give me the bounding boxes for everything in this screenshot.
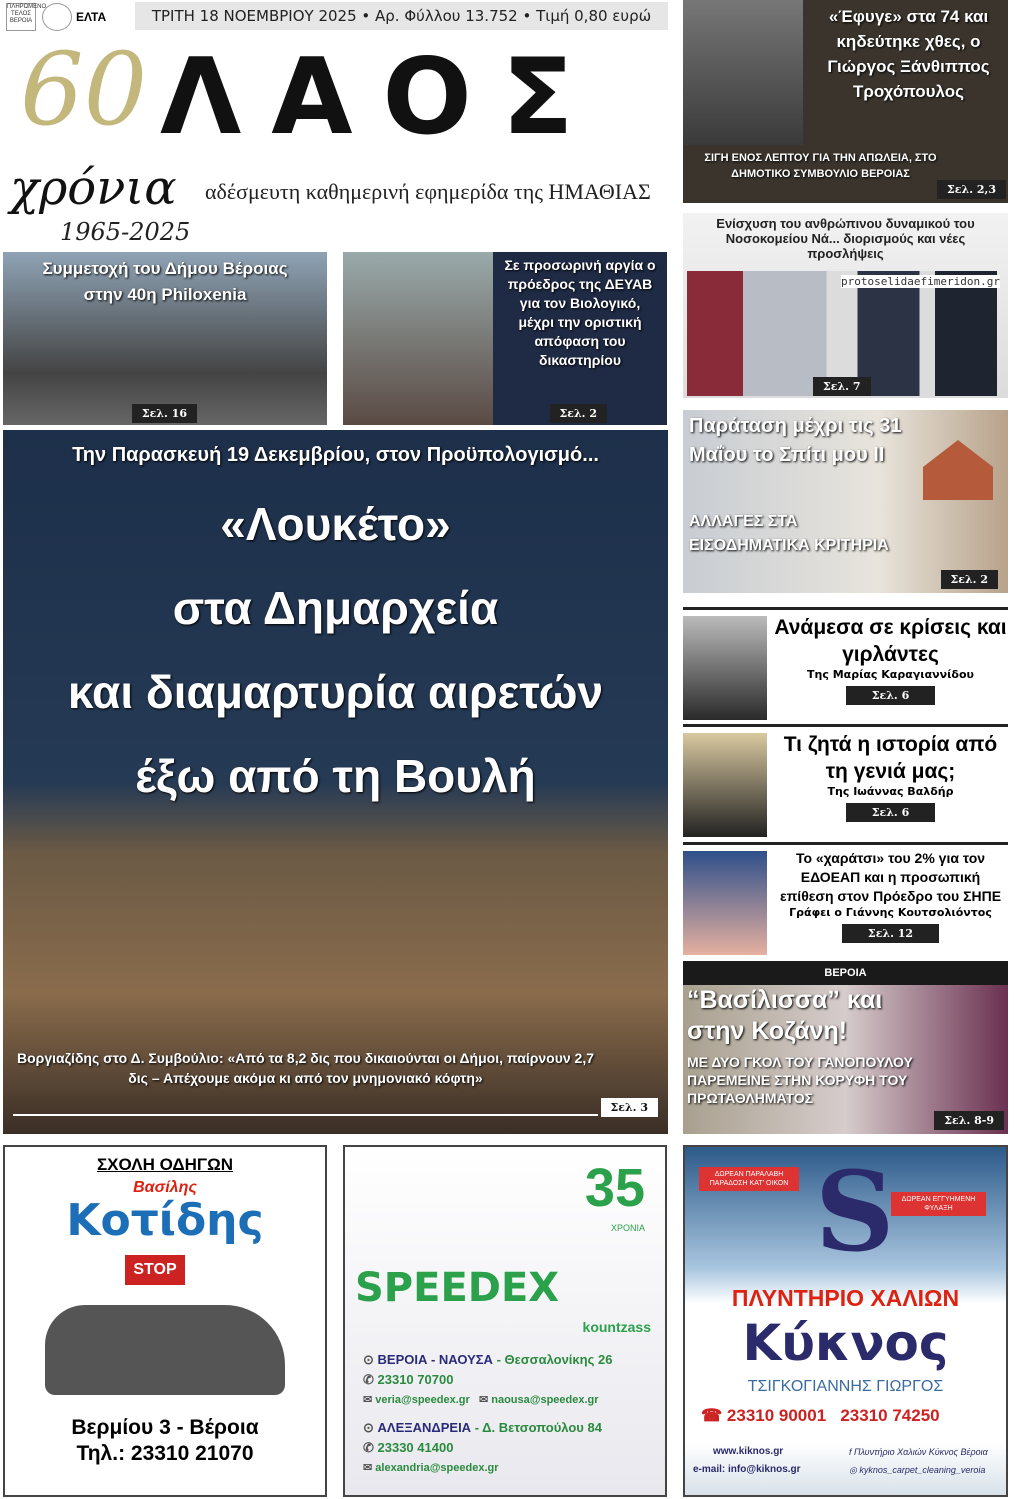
page-ref: Σελ. 2 bbox=[941, 570, 999, 589]
story-deyav[interactable] bbox=[343, 252, 667, 425]
ad-email: alexandria@speedex.gr bbox=[375, 1462, 499, 1474]
headline-line: στα Δημαρχεία bbox=[172, 582, 499, 634]
opinion-title: Το «χαράτσι» του 2% για τον ΕΔΟΕΑΠ και η προσωπική επίθεση στον Πρόεδρο του ΣΗΠΕ bbox=[779, 850, 1002, 904]
anniversary-label: χρόνια bbox=[10, 160, 177, 216]
phone-icon: ☎ bbox=[701, 1406, 727, 1425]
main-story[interactable] bbox=[3, 430, 668, 1134]
ad-badge: ΔΩΡΕΑΝ ΠΑΡΑΛΑΒΗ ΠΑΡΑΔΟΣΗ ΚΑΤ' ΟΙΚΟΝ bbox=[699, 1167, 799, 1191]
main-headline bbox=[3, 482, 668, 818]
ad-text: kountzass bbox=[582, 1319, 651, 1335]
car-icon bbox=[45, 1305, 285, 1395]
ad-text: ΒΕΡΟΙΑ - ΝΑΟΥΣΑ bbox=[377, 1352, 493, 1367]
mail-icon: ✉ bbox=[363, 1462, 376, 1474]
ad-driving-school[interactable] bbox=[3, 1145, 327, 1497]
house-icon bbox=[923, 440, 993, 500]
phone-icon: ✆ bbox=[363, 1440, 378, 1455]
author-photo bbox=[683, 616, 767, 720]
ad-text: - Θεσσαλονίκης 26 bbox=[492, 1352, 613, 1367]
ad-email: veria@speedex.gr bbox=[375, 1394, 470, 1406]
person-photo bbox=[343, 252, 493, 425]
elta-logo: ΕΛΤΑ bbox=[76, 10, 107, 24]
ad-kyknos[interactable] bbox=[683, 1145, 1008, 1497]
ad-brand: Κύκνος bbox=[742, 1314, 949, 1372]
ad-owner: ΤΣΙΓΚΟΓΙΑΝΝΗΣ ΓΙΩΡΓΟΣ bbox=[747, 1378, 944, 1395]
story-title: Ενίσχυση του ανθρώπινου δυναμικού του Νοσοκομείου Νά... διορισμούς και νέες προσλήψεις bbox=[716, 216, 975, 261]
ad-social: kyknos_carpet_cleaning_veroia bbox=[859, 1465, 986, 1475]
postage-stamp: ΠΛΗΡΩΜΕΝΟ ΤΕΛΟΣ ΒΕΡΟΙΑ bbox=[6, 3, 36, 31]
masthead-logo bbox=[10, 30, 665, 248]
page-ref: Σελ. 12 bbox=[842, 924, 939, 943]
ad-address: Βερμίου 3 - Βέροια bbox=[71, 1416, 259, 1439]
ad-text: ΣΧΟΛΗ ΟΔΗΓΩΝ bbox=[96, 1155, 234, 1174]
ad-email: naousa@speedex.gr bbox=[491, 1394, 599, 1406]
watermark: protoselidaefimeridon.gr bbox=[841, 275, 1000, 288]
opinion-3[interactable] bbox=[683, 842, 1008, 957]
page-ref: Σελ. 3 bbox=[601, 1098, 659, 1117]
story-philoxenia[interactable] bbox=[3, 252, 327, 425]
ad-speedex[interactable] bbox=[343, 1145, 667, 1497]
facebook-icon: f bbox=[849, 1447, 855, 1457]
opinion-title: Τι ζητά η ιστορία από τη γενιά μας; bbox=[783, 733, 998, 783]
ad-badge: ΔΩΡΕΑΝ ΕΓΓΥΗΜΕΝΗ ΦΥΛΑΞΗ bbox=[891, 1192, 986, 1216]
location-icon: ⊙ bbox=[363, 1352, 378, 1367]
author-photo bbox=[683, 733, 767, 837]
ad-years: 35 bbox=[584, 1158, 645, 1218]
page-ref: Σελ. 16 bbox=[132, 404, 197, 423]
ad-social: Πλυντήριο Χαλιών Κύκνος Βέροια bbox=[854, 1447, 988, 1457]
opinion-author: Της Μαρίας Καραγιαννίδου bbox=[807, 668, 974, 681]
story-hospital[interactable] bbox=[683, 213, 1008, 398]
divider bbox=[13, 1114, 598, 1116]
opinion-author: Της Ιωάννας Βαλδήρ bbox=[827, 785, 954, 798]
headline-line: έξω από τη Βουλή bbox=[135, 750, 536, 802]
story-title: Παράταση μέχρι τις 31 Μαΐου το Σπίτι μου ΙΙ bbox=[689, 415, 902, 466]
location-icon: ⊙ bbox=[363, 1420, 378, 1435]
page-ref: Σελ. 2,3 bbox=[937, 180, 1006, 199]
mail-icon: ✉ bbox=[478, 1394, 492, 1406]
car-illustration bbox=[5, 1245, 325, 1415]
page-ref: Σελ. 7 bbox=[813, 377, 871, 396]
ad-website: www.kiknos.gr bbox=[713, 1446, 784, 1457]
main-kicker: Την Παρασκευή 19 Δεκεμβρίου, στον Προϋπολογισμό... bbox=[72, 444, 599, 466]
stop-sign-icon: STOP bbox=[125, 1255, 185, 1285]
ad-email: e-mail: info@kiknos.gr bbox=[693, 1464, 801, 1475]
instagram-icon: ◎ bbox=[849, 1465, 860, 1475]
ad-phone: 23330 41400 bbox=[377, 1440, 454, 1455]
anniversary-years: 1965-2025 bbox=[60, 218, 191, 246]
ad-text: - Δ. Βετσοπούλου 84 bbox=[471, 1420, 602, 1435]
person-photo bbox=[683, 0, 803, 145]
story-title: Σε προσωρινή αργία ο πρόεδρος της ΔΕΥΑΒ για τον Βιολογικό, μέχρι την οριστική απόφαση του δικαστηρίου bbox=[504, 257, 656, 368]
story-title: «Έφυγε» στα 74 και κηδεύτηκε χθες, ο Γιώργος Ξάνθιππος Τροχόπουλος bbox=[827, 7, 990, 101]
opinion-1[interactable] bbox=[683, 607, 1008, 722]
page-ref: Σελ. 6 bbox=[846, 686, 936, 705]
swan-logo-icon: S bbox=[815, 1147, 895, 1276]
story-subtitle: ΑΛΛΑΓΕΣ ΣΤΑ ΕΙΣΟΔΗΜΑΤΙΚΑ ΚΡΙΤΗΡΙΑ bbox=[689, 513, 889, 554]
dateline: ΤΡΙΤΗ 18 ΝΟΕΜΒΡΙΟΥ 2025 • Αρ. Φύλλου 13.752 • Τιμή 0,80 ευρώ bbox=[135, 2, 668, 30]
ad-text: ΧΡΟΝΙΑ bbox=[610, 1223, 645, 1233]
ad-text: ΠΛΥΝΤΗΡΙΟ ΧΑΛΙΩΝ bbox=[731, 1285, 960, 1311]
story-title: Συμμετοχή του Δήμου Βέροιας στην 40η Philoxenia bbox=[42, 259, 288, 304]
opinion-2[interactable] bbox=[683, 724, 1008, 839]
story-housing[interactable] bbox=[683, 410, 1008, 593]
page-ref: Σελ. 8-9 bbox=[934, 1111, 1004, 1130]
story-sports[interactable] bbox=[683, 961, 1008, 1134]
author-photo bbox=[683, 851, 767, 955]
story-subtitle: ΣΙΓΗ ΕΝΟΣ ΛΕΠΤΟΥ ΓΙΑ ΤΗΝ ΑΠΩΛΕΙΑ, ΣΤΟ ΔΗΜΟΤΙΚΟ ΣΥΜΒΟΥΛΙΟ ΒΕΡΟΙΑΣ bbox=[704, 152, 937, 180]
seal-icon bbox=[42, 3, 72, 31]
ad-text: Βασίλης bbox=[133, 1179, 197, 1196]
opinion-title: Ανάμεσα σε κρίσεις και γιρλάντες bbox=[774, 616, 1007, 666]
section-label: ΒΕΡΟΙΑ bbox=[683, 961, 1008, 985]
ad-text: ΑΛΕΞΑΝΔΡΕΙΑ bbox=[377, 1420, 472, 1435]
story-title: “Βασίλισσα” και στην Κοζάνη! bbox=[687, 986, 883, 1045]
opinion-author: Γράφει ο Γιάννης Κουτσολιόντος bbox=[789, 906, 992, 919]
ad-phone: Τηλ.: 23310 21070 bbox=[76, 1442, 254, 1465]
ad-phone: 23310 70700 bbox=[377, 1372, 454, 1387]
ad-brand: SPEEDEX bbox=[355, 1265, 560, 1311]
page-ref: Σελ. 6 bbox=[846, 803, 936, 822]
page-ref: Σελ. 2 bbox=[550, 404, 608, 423]
main-caption: Βοργιαζίδης στο Δ. Συμβούλιο: «Από τα 8,2 δις που δικαιούνται οι Δήμοι, παίρνουν 2,7 δις – Απέχουμε ακόμα κι από τον μνημονιακό κόφτη» bbox=[17, 1050, 594, 1086]
mail-icon: ✉ bbox=[363, 1394, 376, 1406]
story-obituary[interactable] bbox=[683, 0, 1008, 203]
ad-brand: Κοτίδης bbox=[66, 1195, 264, 1246]
headline-line: και διαμαρτυρία αιρετών bbox=[67, 666, 604, 718]
phone-icon: ✆ bbox=[363, 1372, 378, 1387]
headline-line: «Λουκέτο» bbox=[220, 498, 451, 550]
story-subtitle: ΜΕ ΔΥΟ ΓΚΟΛ ΤΟΥ ΓΑΝΟΠΟΥΛΟΥ ΠΑΡΕΜΕΙΝΕ ΣΤΗΝ ΚΟΡΥΦΗ ΤΟΥ ΠΡΩΤΑΘΛΗΜΑΤΟΣ bbox=[687, 1054, 913, 1106]
ad-phone: 23310 90001 23310 74250 bbox=[726, 1406, 940, 1425]
anniversary-number: 60 bbox=[20, 31, 148, 148]
newspaper-title: ΛΑΟΣ bbox=[160, 36, 604, 158]
tagline: αδέσμευτη καθημερινή εφημερίδα της ΗΜΑΘΙΑΣ bbox=[205, 179, 651, 204]
